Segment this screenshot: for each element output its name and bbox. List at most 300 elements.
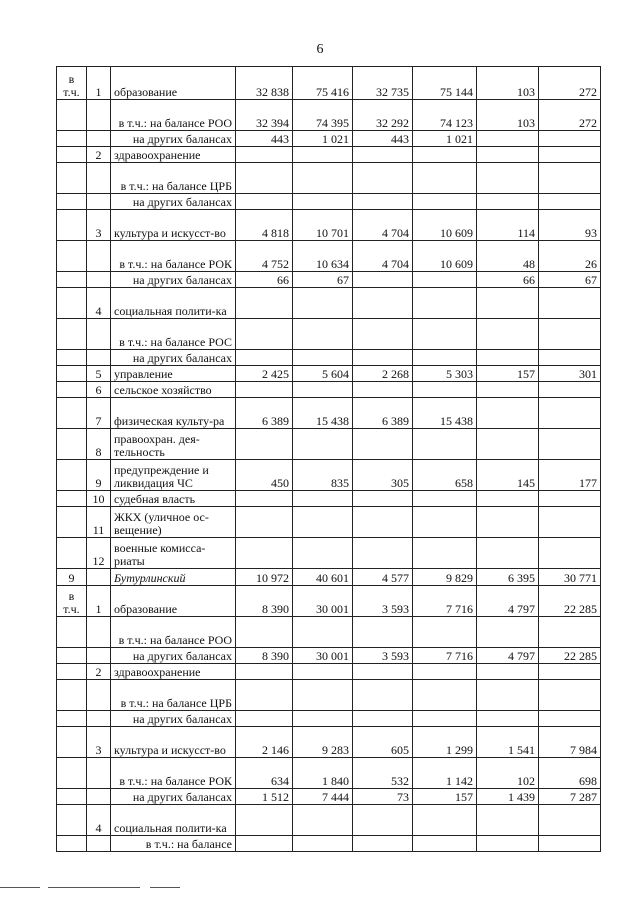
- cell-value: 443: [353, 131, 413, 147]
- table-row: [57, 586, 601, 617]
- cell-value: [236, 664, 293, 680]
- cell-value: 7 984: [539, 727, 601, 758]
- cell-label: военные комисса-риаты: [111, 538, 236, 569]
- table-row: [57, 319, 601, 350]
- cell-index: [87, 617, 111, 648]
- cell-group: [57, 648, 87, 664]
- cell-label: здравоохранение: [111, 147, 236, 163]
- cell-value: 157: [477, 366, 539, 382]
- cell-label: культура и искусст-во: [111, 727, 236, 758]
- cell-value: [413, 288, 477, 319]
- cell-value: [293, 711, 353, 727]
- cell-value: 8 390: [236, 586, 293, 617]
- cell-value: 1 840: [293, 758, 353, 789]
- cell-index: [87, 319, 111, 350]
- cell-value: 30 771: [539, 569, 601, 586]
- cell-value: [353, 711, 413, 727]
- cell-value: 66: [477, 272, 539, 288]
- table-row: [57, 648, 601, 664]
- cell-value: 114: [477, 210, 539, 241]
- cell-index: 2: [87, 147, 111, 163]
- table-row: [57, 727, 601, 758]
- cell-value: 532: [353, 758, 413, 789]
- cell-value: 32 838: [236, 67, 293, 100]
- cell-value: [477, 319, 539, 350]
- cell-value: 22 285: [539, 586, 601, 617]
- table-row: [57, 664, 601, 680]
- cell-value: 698: [539, 758, 601, 789]
- cell-value: [477, 664, 539, 680]
- cell-value: 74 395: [293, 100, 353, 131]
- table-body: [57, 67, 601, 852]
- cell-value: 8 390: [236, 648, 293, 664]
- cell-value: 102: [477, 758, 539, 789]
- cell-value: 2 268: [353, 366, 413, 382]
- cell-value: [293, 382, 353, 398]
- cell-value: [539, 507, 601, 538]
- cell-label: социальная полити-ка: [111, 805, 236, 836]
- cell-value: [236, 538, 293, 569]
- table-row: [57, 131, 601, 147]
- cell-label: предупреждение и ликвидация ЧС: [111, 460, 236, 491]
- cell-value: [413, 507, 477, 538]
- cell-value: 30 001: [293, 586, 353, 617]
- cell-group: [57, 163, 87, 194]
- cell-value: [236, 805, 293, 836]
- cell-value: [413, 617, 477, 648]
- cell-index: [87, 241, 111, 272]
- cell-value: 48: [477, 241, 539, 272]
- cell-value: [539, 350, 601, 366]
- cell-index: [87, 350, 111, 366]
- cell-label: в т.ч.: на балансе ЦРБ: [111, 163, 236, 194]
- cell-value: [539, 538, 601, 569]
- cell-value: [236, 163, 293, 194]
- cell-value: [477, 350, 539, 366]
- table-row: [57, 67, 601, 100]
- cell-value: 75 416: [293, 67, 353, 100]
- cell-value: [539, 288, 601, 319]
- cell-value: 30 001: [293, 648, 353, 664]
- cell-value: [293, 147, 353, 163]
- cell-value: [353, 680, 413, 711]
- cell-value: 4 704: [353, 210, 413, 241]
- cell-value: 10 609: [413, 210, 477, 241]
- table-row: [57, 163, 601, 194]
- cell-value: 5 604: [293, 366, 353, 382]
- cell-value: [539, 163, 601, 194]
- cell-value: 67: [539, 272, 601, 288]
- cell-value: [539, 429, 601, 460]
- cell-value: 93: [539, 210, 601, 241]
- cell-label: на других балансах: [111, 789, 236, 805]
- cell-index: [87, 100, 111, 131]
- cell-index: 9: [87, 460, 111, 491]
- cell-value: 75 144: [413, 67, 477, 100]
- cell-value: 1 142: [413, 758, 477, 789]
- cell-value: [236, 617, 293, 648]
- cell-label: ЖКХ (уличное ос-вещение): [111, 507, 236, 538]
- cell-value: [293, 429, 353, 460]
- cell-value: [477, 538, 539, 569]
- cell-value: [477, 491, 539, 507]
- cell-value: [477, 288, 539, 319]
- cell-value: 3 593: [353, 586, 413, 617]
- cell-index: [87, 194, 111, 210]
- cell-value: 157: [413, 789, 477, 805]
- cell-value: 7 444: [293, 789, 353, 805]
- cell-value: 1 299: [413, 727, 477, 758]
- cell-value: [353, 194, 413, 210]
- cell-value: [353, 805, 413, 836]
- cell-group: [57, 711, 87, 727]
- cell-index: 4: [87, 805, 111, 836]
- cell-value: [413, 350, 477, 366]
- cell-value: [539, 147, 601, 163]
- cell-value: 1 021: [293, 131, 353, 147]
- cell-value: [539, 805, 601, 836]
- cell-value: 9 829: [413, 569, 477, 586]
- cell-value: 4 797: [477, 586, 539, 617]
- table-row: [57, 538, 601, 569]
- table-row: [57, 569, 601, 586]
- cell-value: 10 634: [293, 241, 353, 272]
- cell-group: [57, 538, 87, 569]
- cell-value: 6 395: [477, 569, 539, 586]
- cell-value: 32 735: [353, 67, 413, 100]
- table-row: [57, 758, 601, 789]
- cell-value: [293, 491, 353, 507]
- cell-index: 5: [87, 366, 111, 382]
- cell-value: 4 704: [353, 241, 413, 272]
- cell-value: [413, 491, 477, 507]
- cell-group: [57, 288, 87, 319]
- cell-value: [293, 507, 353, 538]
- table-row: [57, 366, 601, 382]
- cell-value: [236, 429, 293, 460]
- cell-value: 450: [236, 460, 293, 491]
- cell-value: [353, 491, 413, 507]
- table-row: [57, 241, 601, 272]
- cell-value: [353, 319, 413, 350]
- cell-index: 10: [87, 491, 111, 507]
- cell-value: 73: [353, 789, 413, 805]
- cell-value: 15 438: [293, 398, 353, 429]
- cell-value: [293, 836, 353, 852]
- cell-group: [57, 241, 87, 272]
- cell-value: [353, 429, 413, 460]
- cell-value: 272: [539, 100, 601, 131]
- cell-value: [413, 429, 477, 460]
- cell-group: [57, 836, 87, 852]
- cell-value: 145: [477, 460, 539, 491]
- cell-value: [413, 194, 477, 210]
- cell-label: в т.ч.: на балансе РОК: [111, 241, 236, 272]
- cell-group: [57, 664, 87, 680]
- cell-group: [57, 727, 87, 758]
- cell-value: [353, 350, 413, 366]
- cell-value: [413, 163, 477, 194]
- cell-value: 10 609: [413, 241, 477, 272]
- cell-value: 1 541: [477, 727, 539, 758]
- table-row: [57, 680, 601, 711]
- cell-value: [413, 538, 477, 569]
- cell-index: [87, 569, 111, 586]
- cell-value: 301: [539, 366, 601, 382]
- cell-label: Бутурлинский: [111, 569, 236, 586]
- cell-value: [293, 163, 353, 194]
- cell-index: [87, 711, 111, 727]
- cell-value: [353, 836, 413, 852]
- cell-group: [57, 210, 87, 241]
- table-row: [57, 288, 601, 319]
- cell-group: в т.ч.: [57, 586, 87, 617]
- cell-value: 7 716: [413, 586, 477, 617]
- cell-value: 634: [236, 758, 293, 789]
- cell-value: [236, 194, 293, 210]
- cell-index: [87, 163, 111, 194]
- cell-value: [236, 288, 293, 319]
- cell-value: [477, 131, 539, 147]
- table-row: [57, 398, 601, 429]
- cell-group: в т.ч.: [57, 67, 87, 100]
- cell-value: 6 389: [353, 398, 413, 429]
- cell-value: [477, 617, 539, 648]
- cell-group: [57, 147, 87, 163]
- cell-label: правоохран. дея-тельность: [111, 429, 236, 460]
- table-row: [57, 350, 601, 366]
- cell-value: 4 818: [236, 210, 293, 241]
- cell-value: [539, 382, 601, 398]
- cell-value: 32 394: [236, 100, 293, 131]
- page-number: 6: [316, 42, 324, 57]
- cell-value: 10 972: [236, 569, 293, 586]
- cell-group: [57, 429, 87, 460]
- cell-value: 4 577: [353, 569, 413, 586]
- cell-index: [87, 836, 111, 852]
- cell-index: 1: [87, 586, 111, 617]
- cell-label: культура и искусст-во: [111, 210, 236, 241]
- cell-value: [539, 664, 601, 680]
- cell-value: 10 701: [293, 210, 353, 241]
- cell-value: [477, 680, 539, 711]
- cell-group: [57, 507, 87, 538]
- cell-value: 67: [293, 272, 353, 288]
- cell-index: 3: [87, 727, 111, 758]
- cell-index: 2: [87, 664, 111, 680]
- cell-group: [57, 398, 87, 429]
- cell-label: на других балансах: [111, 272, 236, 288]
- cell-value: [293, 288, 353, 319]
- table-row: [57, 789, 601, 805]
- cell-index: 7: [87, 398, 111, 429]
- cell-value: [353, 288, 413, 319]
- cell-value: [353, 147, 413, 163]
- cell-value: [413, 836, 477, 852]
- table-row: [57, 460, 601, 491]
- table-row: [57, 382, 601, 398]
- cell-value: 32 292: [353, 100, 413, 131]
- cell-index: [87, 131, 111, 147]
- cell-label: в т.ч.: на балансе: [111, 836, 236, 852]
- cell-index: 4: [87, 288, 111, 319]
- cell-index: [87, 680, 111, 711]
- cell-label: судебная власть: [111, 491, 236, 507]
- cell-value: 7 716: [413, 648, 477, 664]
- cell-value: 4 797: [477, 648, 539, 664]
- cell-value: 3 593: [353, 648, 413, 664]
- table-row: [57, 194, 601, 210]
- cell-value: [293, 538, 353, 569]
- cell-value: [293, 664, 353, 680]
- cell-value: 1 439: [477, 789, 539, 805]
- table-row: [57, 491, 601, 507]
- cell-value: [539, 680, 601, 711]
- cell-value: [477, 429, 539, 460]
- cell-label: в т.ч.: на балансе РОС: [111, 319, 236, 350]
- cell-value: [413, 382, 477, 398]
- cell-value: 5 303: [413, 366, 477, 382]
- cell-value: 6 389: [236, 398, 293, 429]
- cell-label: сельское хозяйство: [111, 382, 236, 398]
- cell-group: [57, 350, 87, 366]
- cell-group: [57, 194, 87, 210]
- cell-value: [477, 398, 539, 429]
- cell-value: [539, 194, 601, 210]
- cell-value: 22 285: [539, 648, 601, 664]
- cell-label: в т.ч.: на балансе РОК: [111, 758, 236, 789]
- cell-group: [57, 319, 87, 350]
- cell-value: 26: [539, 241, 601, 272]
- cell-group: [57, 617, 87, 648]
- cell-value: 103: [477, 100, 539, 131]
- footer-rule: [0, 887, 640, 889]
- cell-value: 103: [477, 67, 539, 100]
- cell-value: [413, 319, 477, 350]
- cell-value: [539, 319, 601, 350]
- table-row: [57, 147, 601, 163]
- cell-value: 2 425: [236, 366, 293, 382]
- cell-value: 605: [353, 727, 413, 758]
- cell-value: [413, 664, 477, 680]
- cell-value: [353, 382, 413, 398]
- cell-value: [539, 398, 601, 429]
- cell-value: [353, 664, 413, 680]
- cell-label: социальная полити-ка: [111, 288, 236, 319]
- cell-value: 272: [539, 67, 601, 100]
- cell-value: [293, 805, 353, 836]
- cell-group: [57, 758, 87, 789]
- cell-value: [477, 805, 539, 836]
- cell-label: в т.ч.: на балансе РОО: [111, 100, 236, 131]
- cell-value: 2 146: [236, 727, 293, 758]
- table-row: [57, 100, 601, 131]
- cell-value: [236, 491, 293, 507]
- cell-value: [236, 147, 293, 163]
- cell-value: [477, 836, 539, 852]
- cell-label: физическая культу-ра: [111, 398, 236, 429]
- cell-index: 12: [87, 538, 111, 569]
- table-row: [57, 507, 601, 538]
- cell-value: [293, 194, 353, 210]
- cell-value: 9 283: [293, 727, 353, 758]
- cell-value: [236, 507, 293, 538]
- cell-group: [57, 805, 87, 836]
- cell-group: [57, 272, 87, 288]
- cell-value: 74 123: [413, 100, 477, 131]
- cell-value: 7 287: [539, 789, 601, 805]
- cell-group: 9: [57, 569, 87, 586]
- cell-label: на других балансах: [111, 350, 236, 366]
- cell-label: образование: [111, 67, 236, 100]
- cell-group: [57, 680, 87, 711]
- cell-group: [57, 460, 87, 491]
- cell-index: 3: [87, 210, 111, 241]
- cell-index: 1: [87, 67, 111, 100]
- cell-index: [87, 648, 111, 664]
- cell-value: [477, 711, 539, 727]
- cell-index: 11: [87, 507, 111, 538]
- cell-value: 305: [353, 460, 413, 491]
- cell-value: 40 601: [293, 569, 353, 586]
- cell-group: [57, 491, 87, 507]
- cell-value: [293, 680, 353, 711]
- cell-value: 15 438: [413, 398, 477, 429]
- cell-value: [413, 711, 477, 727]
- cell-value: 66: [236, 272, 293, 288]
- cell-value: 835: [293, 460, 353, 491]
- cell-label: на других балансах: [111, 711, 236, 727]
- cell-group: [57, 366, 87, 382]
- cell-label: на других балансах: [111, 131, 236, 147]
- cell-index: [87, 758, 111, 789]
- cell-index: 6: [87, 382, 111, 398]
- table-row: [57, 617, 601, 648]
- cell-label: на других балансах: [111, 194, 236, 210]
- cell-group: [57, 382, 87, 398]
- cell-index: 8: [87, 429, 111, 460]
- table-row: [57, 805, 601, 836]
- cell-value: 443: [236, 131, 293, 147]
- cell-value: 177: [539, 460, 601, 491]
- cell-value: [477, 194, 539, 210]
- cell-value: [353, 272, 413, 288]
- cell-value: [539, 617, 601, 648]
- cell-value: [477, 382, 539, 398]
- cell-label: в т.ч.: на балансе РОО: [111, 617, 236, 648]
- cell-value: [413, 272, 477, 288]
- cell-value: [353, 507, 413, 538]
- cell-group: [57, 789, 87, 805]
- cell-label: в т.ч.: на балансе ЦРБ: [111, 680, 236, 711]
- cell-group: [57, 131, 87, 147]
- cell-value: [236, 836, 293, 852]
- cell-value: [477, 507, 539, 538]
- cell-value: [236, 680, 293, 711]
- cell-value: [413, 680, 477, 711]
- cell-index: [87, 272, 111, 288]
- cell-value: [293, 319, 353, 350]
- cell-value: [293, 350, 353, 366]
- cell-value: [236, 711, 293, 727]
- cell-label: на других балансах: [111, 648, 236, 664]
- budget-table: [56, 66, 601, 852]
- cell-value: 1 512: [236, 789, 293, 805]
- cell-value: [413, 147, 477, 163]
- cell-index: [87, 789, 111, 805]
- cell-value: [539, 711, 601, 727]
- cell-value: [353, 163, 413, 194]
